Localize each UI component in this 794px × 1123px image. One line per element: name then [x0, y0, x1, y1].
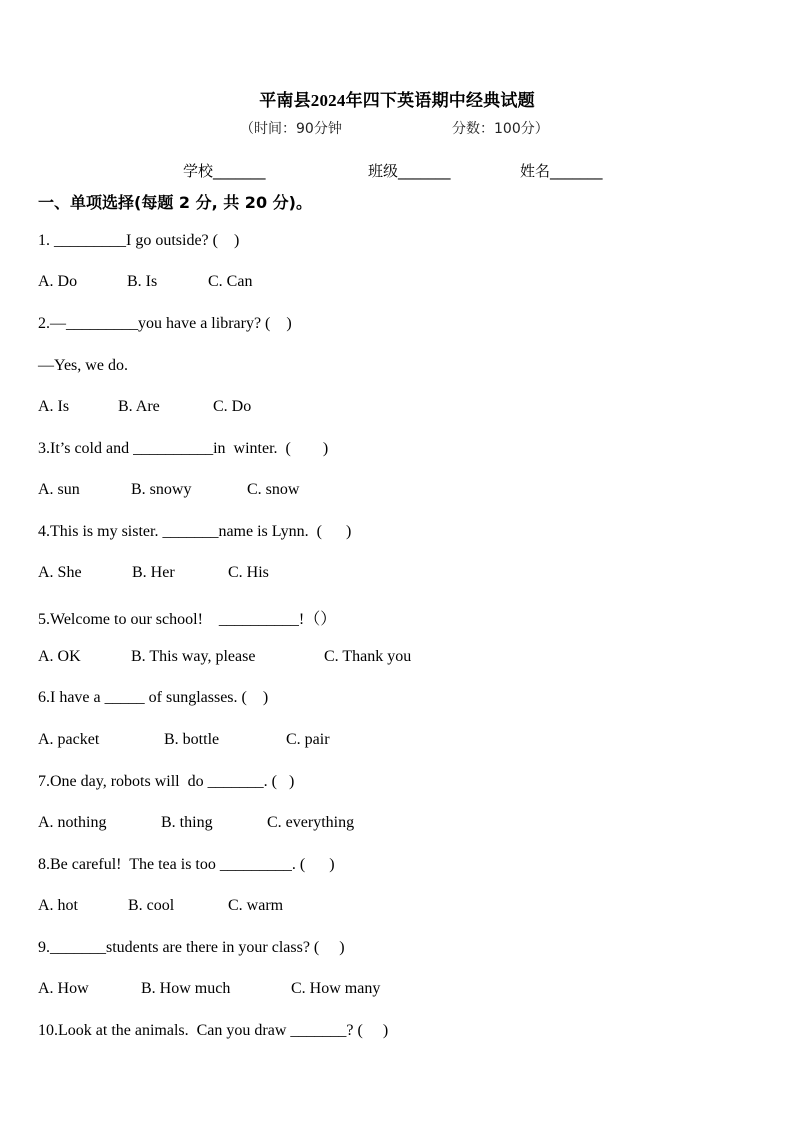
- option-a: A. How: [38, 980, 89, 997]
- option-b: B. This way, please: [131, 648, 256, 665]
- option-a: A. OK: [38, 648, 81, 665]
- question-7-options: [38, 814, 758, 836]
- exam-score: 分数：100分）: [452, 121, 549, 137]
- option-a: A. She: [38, 564, 82, 581]
- question-4-options: [38, 564, 758, 586]
- question-9: 9._______students are there in your class? ( ): [38, 939, 345, 956]
- option-b: B. bottle: [164, 731, 220, 748]
- question-2: 2.—_________you have a library? ( ): [38, 315, 292, 332]
- exam-title: 平南县2024年四下英语期中经典试题: [259, 91, 535, 110]
- option-a: A. Do: [38, 273, 78, 290]
- question-8: 8.Be careful! The tea is too _________. ( ): [38, 856, 335, 873]
- question-2-options: [38, 398, 758, 420]
- option-a: A. nothing: [38, 814, 107, 831]
- question-10: 10.Look at the animals. Can you draw _______? ( ): [38, 1022, 389, 1039]
- question-8-options: [38, 897, 758, 919]
- school-field: 学校_______: [183, 162, 266, 180]
- option-b: B. Is: [127, 273, 158, 290]
- question-1: 1. _________I go outside? ( ): [38, 232, 240, 249]
- option-a: A. sun: [38, 481, 80, 498]
- question-6-options: [38, 731, 758, 753]
- option-c: C. warm: [228, 897, 284, 914]
- name-field: 姓名_______: [520, 162, 603, 180]
- option-b: B. snowy: [131, 481, 192, 498]
- option-b: B. cool: [128, 897, 175, 914]
- question-7: 7.One day, robots will do _______. ( ): [38, 773, 295, 790]
- option-c: C. His: [228, 564, 269, 581]
- question-5: 5.Welcome to our school! __________!（）: [38, 611, 337, 628]
- question-2-answer-line: —Yes, we do.: [38, 357, 128, 374]
- option-c: C. How many: [291, 980, 381, 997]
- option-a: A. hot: [38, 897, 78, 914]
- exam-time: （时间：90分钟: [240, 121, 342, 137]
- option-a: A. Is: [38, 398, 70, 415]
- question-1-options: [38, 273, 758, 295]
- option-c: C. everything: [267, 814, 355, 831]
- option-c: C. snow: [247, 481, 300, 498]
- question-3-options: [38, 481, 758, 503]
- option-b: B. How much: [141, 980, 231, 997]
- question-9-options: [38, 980, 758, 1002]
- option-b: B. Her: [132, 564, 175, 581]
- class-field: 班级_______: [368, 162, 451, 180]
- question-6: 6.I have a _____ of sunglasses. ( ): [38, 689, 269, 706]
- option-c: C. pair: [286, 731, 330, 748]
- option-c: C. Do: [213, 398, 252, 415]
- option-b: B. Are: [118, 398, 160, 415]
- question-5-options: [38, 648, 758, 670]
- option-c: C. Can: [208, 273, 253, 290]
- option-c: C. Thank you: [324, 648, 412, 665]
- section-heading: 一、单项选择(每题 2 分, 共 20 分)。: [38, 193, 312, 212]
- option-b: B. thing: [161, 814, 213, 831]
- option-a: A. packet: [38, 731, 100, 748]
- question-4: 4.This is my sister. _______name is Lynn. ( ): [38, 523, 352, 540]
- question-3: 3.It’s cold and __________in winter. ( ): [38, 440, 329, 457]
